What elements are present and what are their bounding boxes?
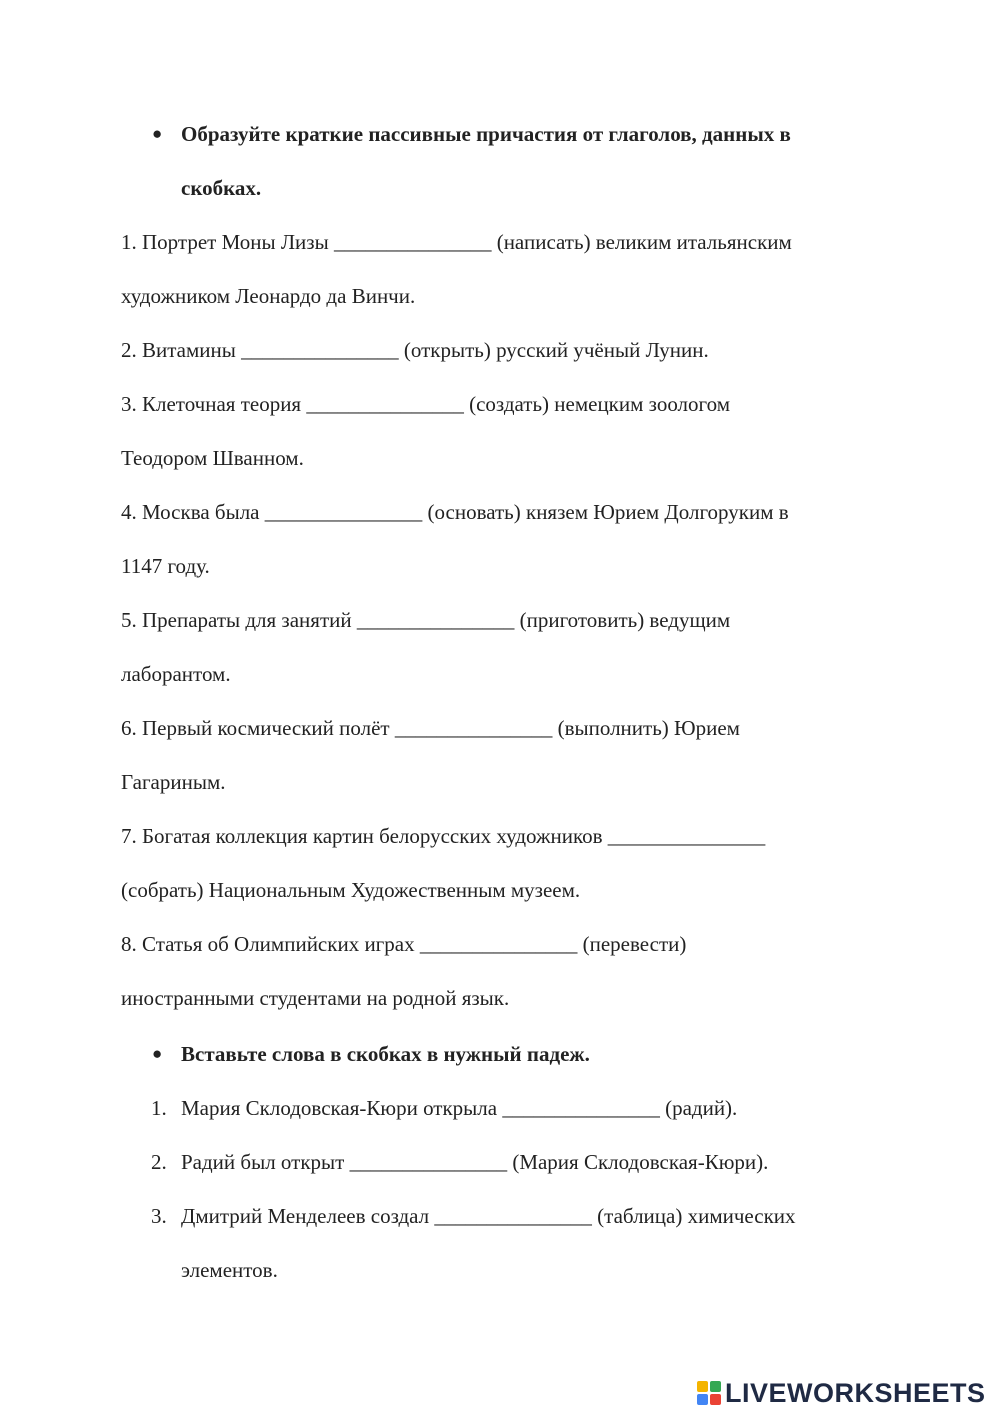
- logo-square: [710, 1394, 721, 1405]
- logo-square: [697, 1394, 708, 1405]
- section2-heading: Вставьте слова в скобках в нужный падеж.: [181, 1042, 590, 1066]
- exercise-line: 6. Первый космический полёт _______________ (выполнить) Юрием: [121, 716, 740, 740]
- exercise-line: иностранными студентами на родной язык.: [121, 986, 510, 1010]
- exercise-line: 1. Портрет Моны Лизы _______________ (написать) великим итальянским: [121, 230, 792, 254]
- exercise-line: Гагариным.: [121, 770, 226, 794]
- liveworksheets-logo-icon: [697, 1381, 721, 1405]
- list-item: Радий был открыт _______________ (Мария Склодовская-Кюри).: [181, 1150, 769, 1174]
- exercise-line: Теодором Шванном.: [121, 446, 304, 470]
- logo-square: [697, 1381, 708, 1392]
- list-item-number: 1.: [151, 1096, 167, 1120]
- exercise-line: 5. Препараты для занятий _______________ (приготовить) ведущим: [121, 608, 731, 632]
- bullet-icon: ●: [152, 124, 163, 143]
- exercise-line: 8. Статья об Олимпийских играх _______________ (перевести): [121, 932, 687, 956]
- exercise-line: художником Леонардо да Винчи.: [121, 284, 416, 308]
- brand-text: LIVEWORKSHEETS: [725, 1378, 986, 1408]
- liveworksheets-brand: [697, 1378, 986, 1408]
- bullet-icon: ●: [152, 1044, 163, 1063]
- section1-heading-line2: скобках.: [181, 176, 262, 200]
- list-item-continuation: элементов.: [181, 1258, 278, 1282]
- logo-square: [710, 1381, 721, 1392]
- list-item: Мария Склодовская-Кюри открыла _______________ (радий).: [181, 1096, 738, 1120]
- exercise-line: 1147 году.: [121, 554, 210, 578]
- exercise-line: лаборантом.: [121, 662, 231, 686]
- list-item: Дмитрий Менделеев создал _______________ (таблица) химических: [181, 1204, 796, 1228]
- list-item-number: 2.: [151, 1150, 167, 1174]
- section1-heading-line1: Образуйте краткие пассивные причастия от глаголов, данных в: [181, 122, 791, 146]
- exercise-line: (собрать) Национальным Художественным музеем.: [121, 878, 581, 902]
- list-item-number: 3.: [151, 1204, 167, 1228]
- exercise-line: 4. Москва была _______________ (основать) князем Юрием Долгоруким в: [121, 500, 789, 524]
- exercise-line: 7. Богатая коллекция картин белорусских художников _______________: [121, 824, 766, 848]
- exercise-line: 3. Клеточная теория _______________ (создать) немецким зоологом: [121, 392, 731, 416]
- exercise-line: 2. Витамины _______________ (открыть) русский учёный Лунин.: [121, 338, 709, 362]
